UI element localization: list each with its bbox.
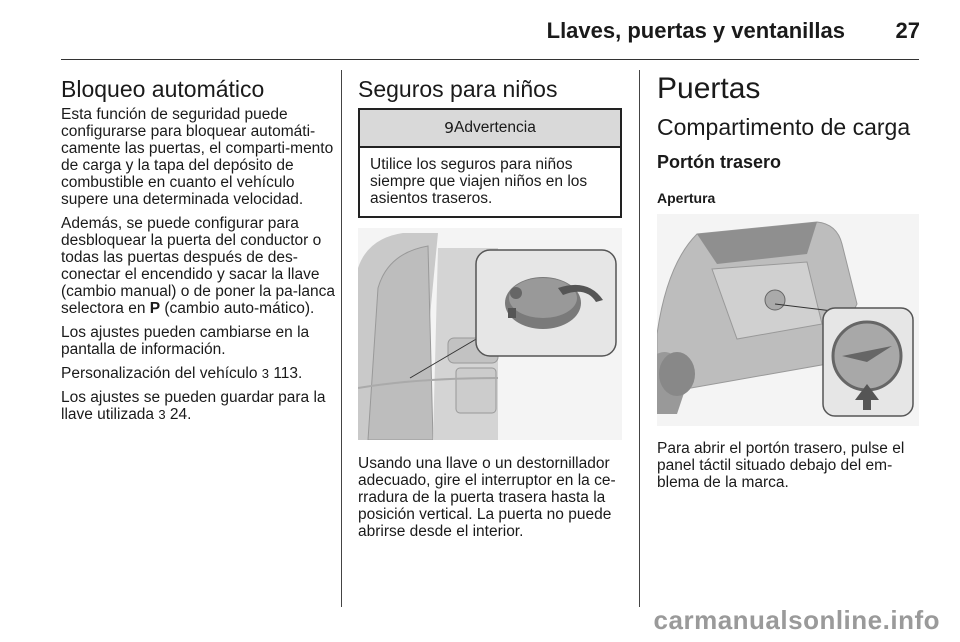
paragraph: Personalización del vehículo 3 113. xyxy=(61,365,303,382)
warning-icon: 9 xyxy=(444,119,454,137)
paragraph: Los ajustes se pueden guardar para la llave utilizada 3 24. xyxy=(61,389,326,423)
section-heading-child-locks: Seguros para niños xyxy=(358,76,558,102)
warning-title: Advertencia xyxy=(454,119,536,136)
column-divider-1 xyxy=(341,70,342,607)
lock-icon xyxy=(508,308,516,318)
warning-header xyxy=(360,110,620,148)
header-rule xyxy=(61,59,919,60)
child-lock-illustration xyxy=(358,228,622,440)
page-number: 27 xyxy=(895,18,920,43)
warning-box xyxy=(358,108,622,218)
left-column-text xyxy=(61,106,339,430)
column-divider-2 xyxy=(639,70,640,607)
child-lock-caption: Usando una llave o un destornillador adecuado, gire el interruptor en la ce-rradura de la puerta trasera hasta la posición vertical. La puerta no puede abrirse desde el interior. xyxy=(358,455,616,540)
subheading-tailgate: Portón trasero xyxy=(657,152,782,172)
subheading-cargo: Compartimento de carga xyxy=(657,114,911,140)
running-header-title: Llaves, puertas y ventanillas xyxy=(546,18,845,43)
tailgate-illustration xyxy=(657,214,919,426)
reference-arrow-icon: 3 xyxy=(261,366,269,381)
paragraph: Los ajustes pueden cambiarse en la pantalla de información. xyxy=(61,324,310,358)
reference-arrow-icon: 3 xyxy=(158,407,166,422)
section-heading-auto-lock: Bloqueo automático xyxy=(61,76,265,102)
section-heading-doors: Puertas xyxy=(657,72,761,105)
watermark: carmanualsonline.info xyxy=(653,605,940,635)
paragraph: Además, se puede configurar para desbloquear la puerta del conductor o todas las puertas después de des-conectar el encendido y sacar la llave (cambio manual) o de poner la pa-lanca selectora en P (cambio auto-mático). xyxy=(61,215,335,317)
paragraph: Esta función de seguridad puede configurarse para bloquear automáti-camente las puertas, el comparti-mento de carga y la tapa del depósito de combustible en cuanto el vehículo supere una determinada velocidad. xyxy=(61,106,334,208)
minor-heading-opening: Apertura xyxy=(657,190,716,206)
warning-text: Utilice los seguros para niños siempre que viajen niños en los asientos traseros. xyxy=(370,156,588,207)
tailgate-caption: Para abrir el portón trasero, pulse el panel táctil situado debajo del em-blema de la marca. xyxy=(657,440,905,491)
